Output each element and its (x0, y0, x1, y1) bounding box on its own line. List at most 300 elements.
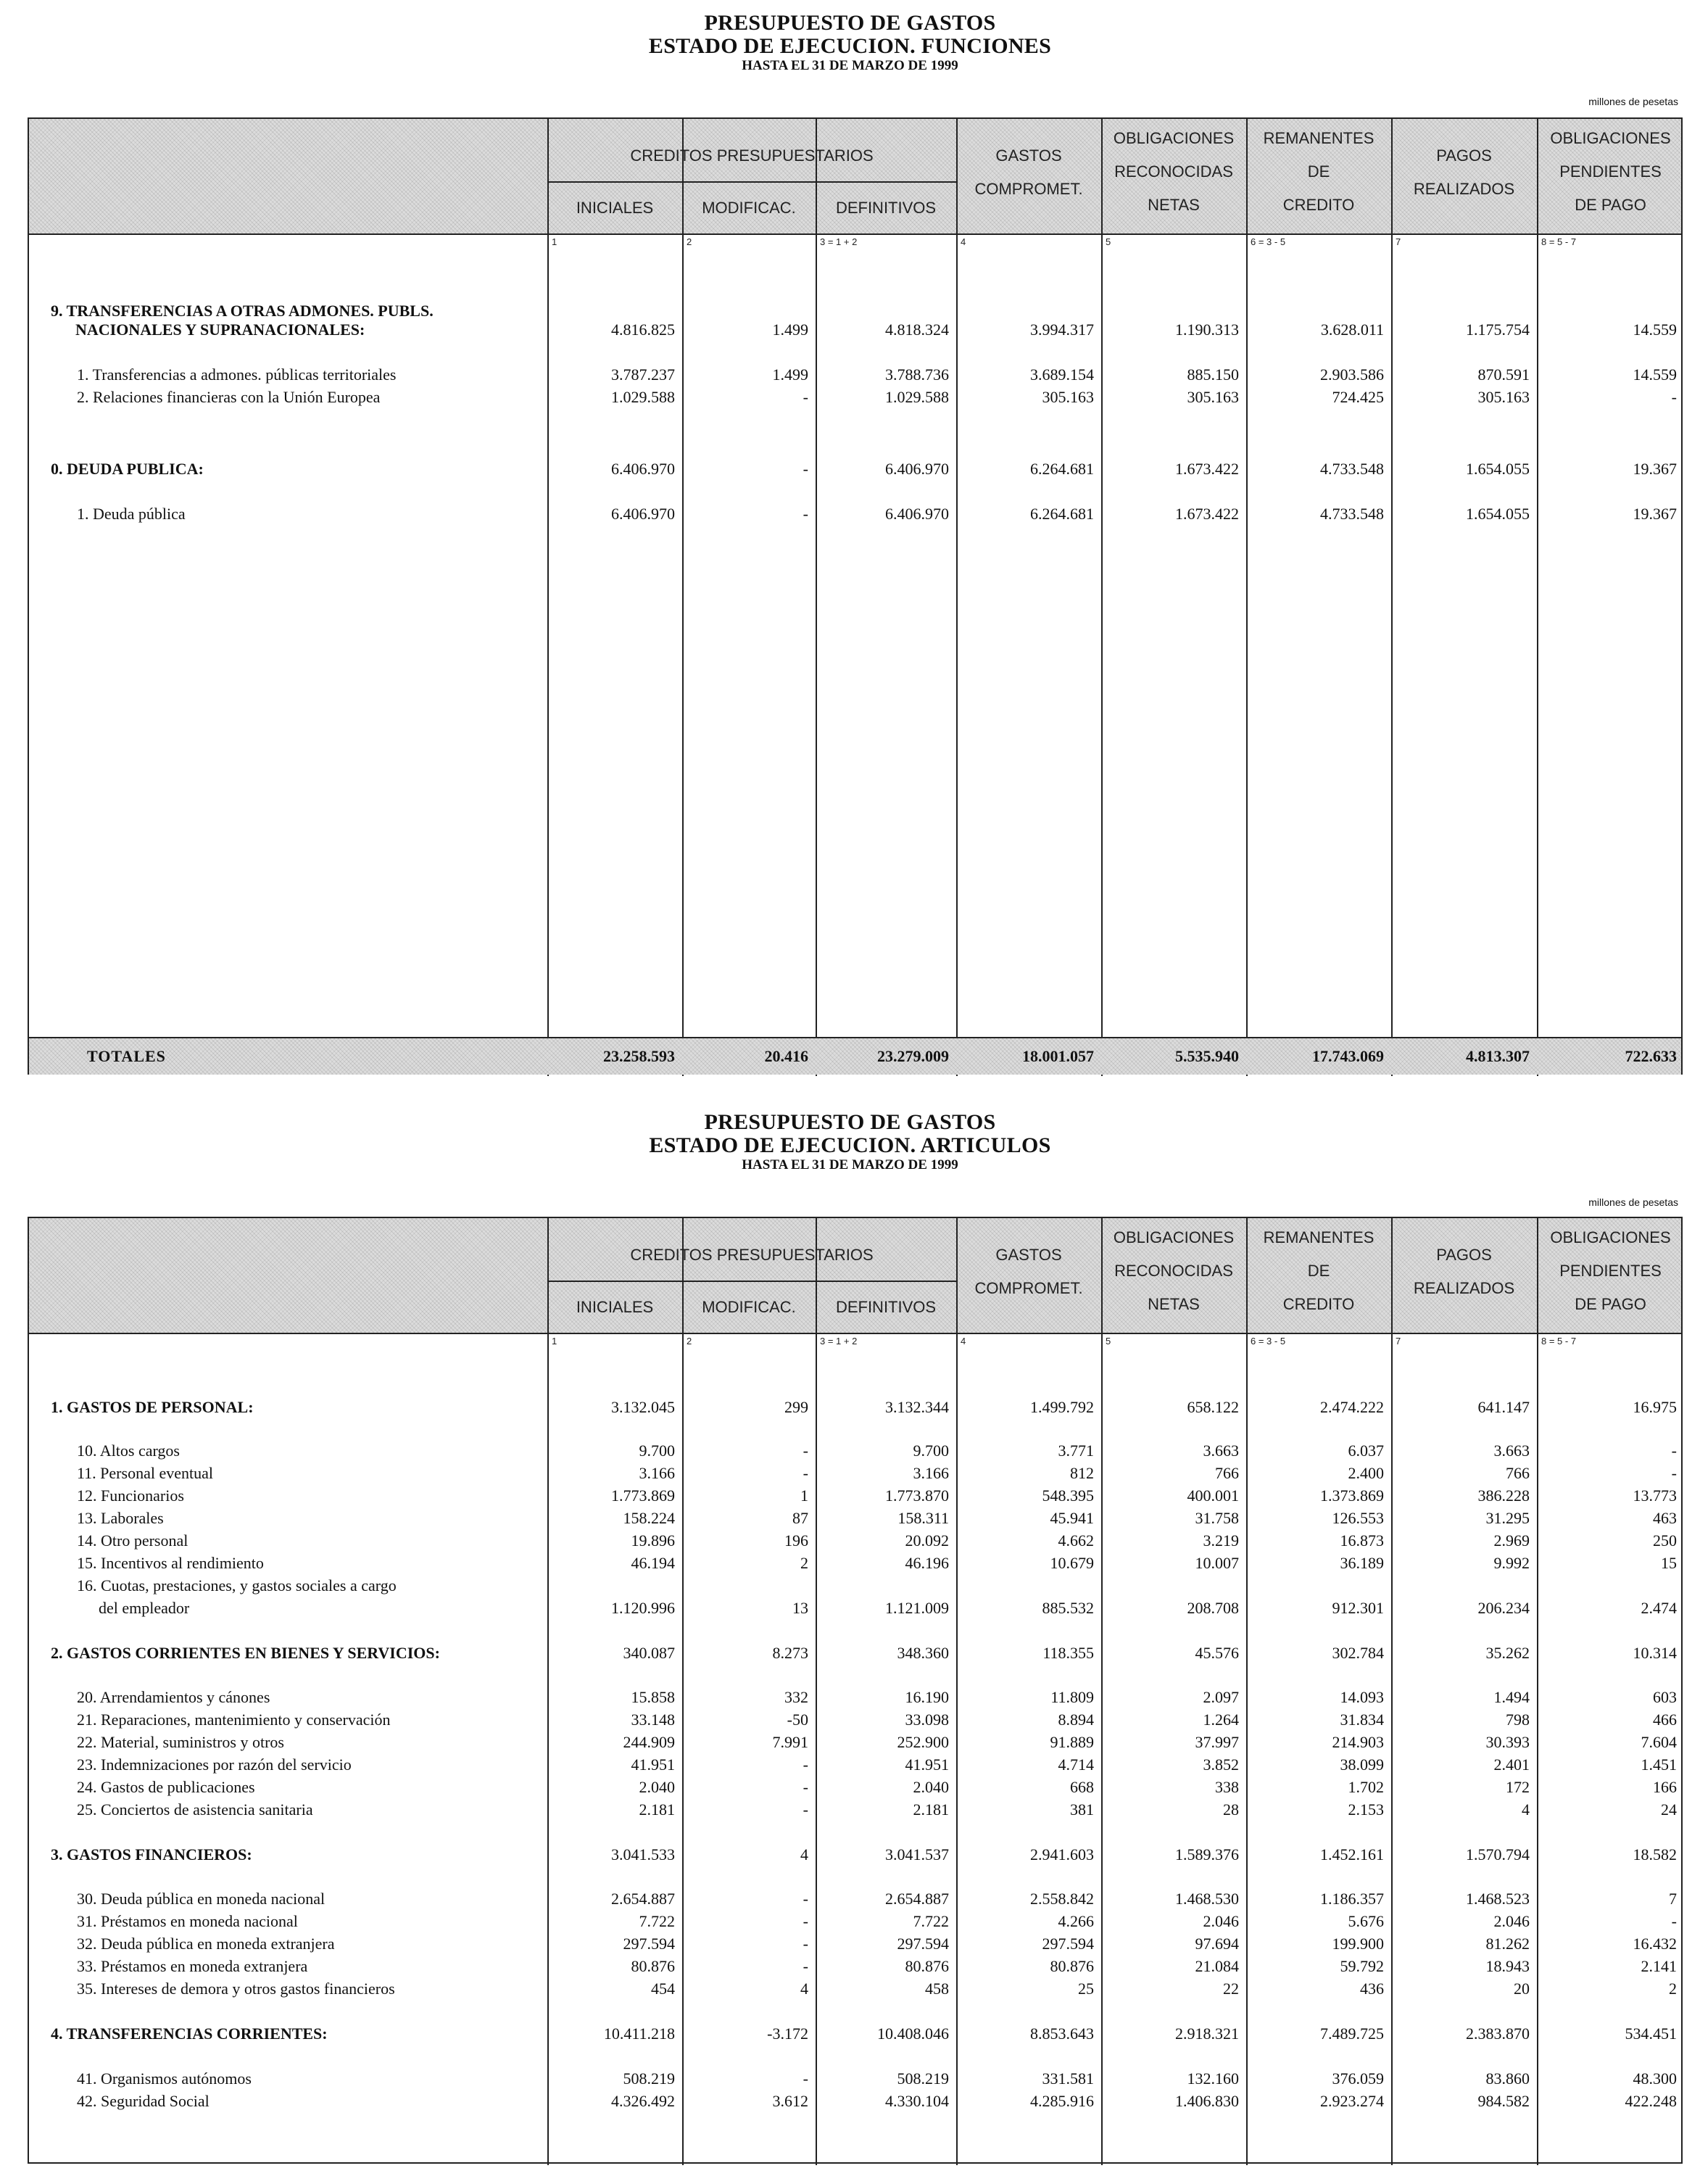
row-value: 6.264.681 (1030, 505, 1094, 523)
row-label: 13. Laborales (77, 1509, 164, 1527)
totals-value: 18.001.057 (1022, 1047, 1094, 1065)
row-label: 24. Gastos de publicaciones (77, 1778, 255, 1796)
header-realizados: REALIZADOS (1413, 180, 1515, 198)
row-value: 1.499 (772, 320, 808, 339)
row-value: 1 (800, 1486, 808, 1505)
row-value: - (803, 1778, 808, 1796)
row-value: 33.098 (905, 1711, 949, 1729)
row-value: 5.676 (1348, 1912, 1384, 1930)
row-value: 1.494 (1493, 1688, 1530, 1706)
header-definitivos: DEFINITIVOS (835, 199, 937, 217)
row-value: 1.468.530 (1175, 1890, 1239, 1908)
row-value: 548.395 (1042, 1486, 1094, 1505)
column-divider (816, 119, 817, 1076)
table-row (29, 1464, 1681, 1486)
table-row (29, 320, 1681, 342)
row-label: NACIONALES Y SUPRANACIONALES: (75, 320, 365, 339)
row-value: - (803, 1890, 808, 1908)
column-index: 4 (961, 236, 966, 247)
row-value: 885.150 (1187, 365, 1239, 384)
header-reconocidas: RECONOCIDAS (1114, 1262, 1233, 1280)
row-value: 2.046 (1203, 1912, 1239, 1930)
row-value: 2.941.603 (1030, 1845, 1094, 1864)
row-value: 10.408.046 (877, 2024, 949, 2043)
row-value: 11.809 (1050, 1688, 1094, 1706)
row-value: 2.040 (913, 1778, 949, 1796)
row-value: 15 (1661, 1554, 1677, 1572)
row-label: del empleador (99, 1599, 190, 1617)
row-label: 10. Altos cargos (77, 1441, 180, 1460)
row-value: 1.175.754 (1466, 320, 1530, 339)
row-value: 3.663 (1203, 1441, 1239, 1460)
table-row (29, 1644, 1681, 1666)
column-index: 3 = 1 + 2 (820, 236, 858, 247)
row-value: 33.148 (631, 1711, 675, 1729)
table-row (29, 1554, 1681, 1576)
row-value: 31.834 (1340, 1711, 1384, 1729)
row-value: 798 (1506, 1711, 1530, 1729)
row-label: 2. Relaciones financieras con la Unión Europea (77, 388, 381, 406)
row-value: 16.432 (1633, 1935, 1677, 1953)
row-value: - (803, 1464, 808, 1482)
funciones-title-block (0, 12, 1700, 74)
row-value: 1.589.376 (1175, 1845, 1239, 1864)
row-value: 2.918.321 (1175, 2024, 1239, 2043)
row-value: 41.951 (631, 1755, 675, 1774)
funciones-units: millones de pesetas (1588, 96, 1678, 107)
column-index: 5 (1106, 1336, 1111, 1347)
column-divider (547, 119, 549, 1076)
row-value: 196 (784, 1531, 808, 1550)
row-value: 3.689.154 (1030, 365, 1094, 384)
row-value: 206.234 (1477, 1599, 1530, 1617)
header-realizados: REALIZADOS (1413, 1279, 1515, 1297)
row-value: 458 (925, 1980, 949, 1998)
row-value: 2.401 (1493, 1755, 1530, 1774)
header-iniciales: INICIALES (576, 1298, 654, 1316)
column-index: 8 = 5 - 7 (1541, 1336, 1577, 1347)
column-index: 3 = 1 + 2 (820, 1336, 858, 1347)
totals-value: 17.743.069 (1312, 1047, 1384, 1065)
row-value: 10.007 (1195, 1554, 1239, 1572)
column-index: 5 (1106, 236, 1111, 247)
row-value: 80.876 (631, 1957, 675, 1975)
row-value: 30.393 (1485, 1733, 1530, 1751)
column-divider (956, 119, 958, 1076)
row-value: 19.896 (631, 1531, 675, 1550)
row-value: 7.489.725 (1320, 2024, 1384, 2043)
header-netas: NETAS (1148, 1295, 1200, 1313)
table-row (29, 1957, 1681, 1979)
row-value: 4 (1522, 1800, 1530, 1819)
row-value: - (1671, 1464, 1677, 1482)
row-value: 2.474.222 (1320, 1398, 1384, 1416)
table-header (29, 119, 1681, 235)
row-value: 2.181 (639, 1800, 675, 1819)
header-gastos: GASTOS (995, 146, 1062, 165)
header-obligaciones: OBLIGACIONES (1113, 129, 1235, 147)
table-row (29, 388, 1681, 410)
row-value: 13 (792, 1599, 808, 1617)
header-definitivos: DEFINITIVOS (835, 1298, 937, 1316)
row-label: 2. GASTOS CORRIENTES EN BIENES Y SERVICIOS: (51, 1644, 440, 1662)
table-row (29, 2092, 1681, 2114)
row-value: 3.132.045 (611, 1398, 675, 1416)
row-value: 1.468.523 (1466, 1890, 1530, 1908)
row-value: 4.733.548 (1320, 505, 1384, 523)
table-row (29, 1531, 1681, 1553)
row-value: 297.594 (623, 1935, 675, 1953)
table-row (29, 1845, 1681, 1867)
totals-row (29, 1037, 1681, 1075)
row-value: 2.046 (1493, 1912, 1530, 1930)
row-value: 10.679 (1050, 1554, 1094, 1572)
row-value: - (803, 1755, 808, 1774)
row-value: 4.326.492 (611, 2092, 675, 2110)
row-value: 381 (1070, 1800, 1094, 1819)
row-value: 31.758 (1195, 1509, 1239, 1527)
row-value: 2.923.274 (1320, 2092, 1384, 2110)
row-value: 3.994.317 (1030, 320, 1094, 339)
header-comprometidos: COMPROMET. (974, 1279, 1083, 1297)
row-value: 2.969 (1493, 1531, 1530, 1550)
row-label: 32. Deuda pública en moneda extranjera (77, 1935, 335, 1953)
row-value: 4.818.324 (885, 320, 949, 339)
row-label: 3. GASTOS FINANCIEROS: (51, 1845, 252, 1864)
row-value: 37.997 (1195, 1733, 1239, 1751)
funciones-table (28, 117, 1683, 1075)
row-value: 38.099 (1340, 1755, 1384, 1774)
header-netas: NETAS (1148, 196, 1200, 214)
row-value: 46.194 (631, 1554, 675, 1572)
row-value: 1.451 (1641, 1755, 1677, 1774)
row-value: 724.425 (1332, 388, 1384, 406)
row-value: 766 (1506, 1464, 1530, 1482)
row-label: 31. Préstamos en moneda nacional (77, 1912, 298, 1930)
row-value: 508.219 (897, 2069, 949, 2088)
header-remanentes: REMANENTES (1263, 1228, 1374, 1246)
row-value: 338 (1215, 1778, 1239, 1796)
row-value: 348.360 (897, 1644, 949, 1662)
row-value: - (803, 1441, 808, 1460)
row-label: 1. Deuda pública (77, 505, 186, 523)
row-value: 250 (1653, 1531, 1677, 1550)
row-value: 422.248 (1625, 2092, 1677, 2110)
row-value: 80.876 (1050, 1957, 1094, 1975)
row-label: 35. Intereses de demora y otros gastos financieros (77, 1980, 395, 1998)
row-value: 4.330.104 (885, 2092, 949, 2110)
header-pendientes: PENDIENTES (1559, 1262, 1662, 1280)
row-value: 48.300 (1633, 2069, 1677, 2088)
row-label: 41. Organismos autónomos (77, 2069, 252, 2088)
row-value: 4.816.825 (611, 320, 675, 339)
row-value: 436 (1360, 1980, 1384, 1998)
row-value: 3.788.736 (885, 365, 949, 384)
row-value: 199.900 (1332, 1935, 1384, 1953)
row-value: 19.367 (1633, 460, 1677, 478)
row-value: 1.499.792 (1030, 1398, 1094, 1416)
row-value: 2.474 (1641, 1599, 1677, 1617)
row-value: 9.700 (913, 1441, 949, 1460)
header-pagos: PAGOS (1436, 1246, 1492, 1264)
row-label: 0. DEUDA PUBLICA: (51, 460, 204, 478)
row-value: 10.411.218 (603, 2024, 675, 2043)
table-row (29, 505, 1681, 526)
table-row (29, 1733, 1681, 1755)
table-row (29, 1599, 1681, 1621)
table-row (29, 1778, 1681, 1800)
header-de-pago: DE PAGO (1575, 1295, 1646, 1313)
row-value: - (803, 1912, 808, 1930)
row-value: 45.941 (1050, 1509, 1094, 1527)
header-creditos: CREDITOS PRESUPUESTARIOS (630, 1246, 874, 1264)
row-value: 912.301 (1332, 1599, 1384, 1617)
row-value: 1.120.996 (611, 1599, 675, 1617)
row-value: 14.093 (1340, 1688, 1384, 1706)
table-row (29, 1576, 1681, 1598)
column-index: 6 = 3 - 5 (1251, 1336, 1286, 1347)
row-value: 1.654.055 (1466, 505, 1530, 523)
row-value: 7.991 (772, 1733, 808, 1751)
funciones-title: PRESUPUESTO DE GASTOS (704, 11, 996, 35)
row-value: 1.702 (1348, 1778, 1384, 1796)
row-value: 305.163 (1187, 388, 1239, 406)
row-value: 302.784 (1332, 1644, 1384, 1662)
row-value: 1.406.830 (1175, 2092, 1239, 2110)
row-value: 2.141 (1641, 1957, 1677, 1975)
row-value: 6.406.970 (885, 460, 949, 478)
row-value: 3.852 (1203, 1755, 1239, 1774)
row-value: 208.708 (1187, 1599, 1239, 1617)
row-value: 97.694 (1195, 1935, 1239, 1953)
row-value: 24 (1661, 1800, 1677, 1819)
table-row (29, 1800, 1681, 1822)
row-value: - (803, 505, 808, 523)
table-row (29, 365, 1681, 387)
row-value: 21.084 (1195, 1957, 1239, 1975)
row-value: 59.792 (1340, 1957, 1384, 1975)
table-row (29, 1509, 1681, 1531)
row-value: 16.873 (1340, 1531, 1384, 1550)
row-value: 3.612 (772, 2092, 808, 2110)
row-value: 91.889 (1050, 1733, 1094, 1751)
row-value: -3.172 (767, 2024, 808, 2043)
table-row (29, 2069, 1681, 2091)
column-index: 7 (1396, 1336, 1401, 1347)
row-value: 386.228 (1477, 1486, 1530, 1505)
row-value: 2.654.887 (885, 1890, 949, 1908)
row-value: - (803, 1957, 808, 1975)
row-value: 9.992 (1493, 1554, 1530, 1572)
row-value: 46.196 (905, 1554, 949, 1572)
header-de-pago: DE PAGO (1575, 196, 1646, 214)
totals-value: 23.279.009 (877, 1047, 949, 1065)
row-value: 984.582 (1477, 2092, 1530, 2110)
row-value: 2.400 (1348, 1464, 1384, 1482)
header-de: DE (1307, 162, 1330, 181)
row-value: 463 (1653, 1509, 1677, 1527)
row-label: 12. Funcionarios (77, 1486, 184, 1505)
header-iniciales: INICIALES (576, 199, 654, 217)
row-value: 28 (1223, 1800, 1239, 1819)
row-value: 118.355 (1042, 1644, 1094, 1662)
row-value: 172 (1506, 1778, 1530, 1796)
row-value: 15.858 (631, 1688, 675, 1706)
row-value: 299 (784, 1398, 808, 1416)
row-value: 36.189 (1340, 1554, 1384, 1572)
row-value: 3.771 (1058, 1441, 1094, 1460)
row-value: 2.558.842 (1030, 1890, 1094, 1908)
row-value: 641.147 (1477, 1398, 1530, 1416)
articulos-subtitle: ESTADO DE EJECUCION. ARTICULOS (649, 1133, 1051, 1157)
row-value: 158.224 (623, 1509, 675, 1527)
column-index: 2 (687, 1336, 692, 1347)
row-value: 668 (1070, 1778, 1094, 1796)
row-value: 1.264 (1203, 1711, 1239, 1729)
funciones-subtitle: ESTADO DE EJECUCION. FUNCIONES (648, 34, 1052, 58)
row-value: - (803, 2069, 808, 2088)
row-value: 3.132.344 (885, 1398, 949, 1416)
row-value: 13.773 (1633, 1486, 1677, 1505)
row-value: 4.266 (1058, 1912, 1094, 1930)
row-label: 14. Otro personal (77, 1531, 188, 1550)
table-row (29, 1912, 1681, 1934)
table-row (29, 2024, 1681, 2046)
table-row (29, 1688, 1681, 1710)
row-value: 1.673.422 (1175, 460, 1239, 478)
row-value: 7.722 (913, 1912, 949, 1930)
row-value: 1.029.588 (611, 388, 675, 406)
row-value: 158.311 (897, 1509, 949, 1527)
totals-value: 23.258.593 (603, 1047, 675, 1065)
row-value: 2.903.586 (1320, 365, 1384, 384)
row-value: 3.663 (1493, 1441, 1530, 1460)
header-gastos: GASTOS (995, 1246, 1062, 1264)
row-value: 8.853.643 (1030, 2024, 1094, 2043)
row-value: 3.787.237 (611, 365, 675, 384)
row-label: 22. Material, suministros y otros (77, 1733, 284, 1751)
row-label: 1. Transferencias a admones. públicas territoriales (77, 365, 397, 384)
table-row (29, 1755, 1681, 1777)
row-value: 870.591 (1477, 365, 1530, 384)
row-label: 15. Incentivos al rendimiento (77, 1554, 264, 1572)
row-value: - (803, 388, 808, 406)
row-label: 20. Arrendamientos y cánones (77, 1688, 270, 1706)
row-value: 14.559 (1633, 320, 1677, 339)
row-value: 466 (1653, 1711, 1677, 1729)
row-value: 331.581 (1042, 2069, 1094, 2088)
row-value: 340.087 (623, 1644, 675, 1662)
row-value: 83.860 (1485, 2069, 1530, 2088)
row-value: 14.559 (1633, 365, 1677, 384)
row-value: 1.654.055 (1466, 460, 1530, 478)
row-value: 4.285.916 (1030, 2092, 1094, 2110)
row-value: 885.532 (1042, 1599, 1094, 1617)
row-label: 30. Deuda pública en moneda nacional (77, 1890, 326, 1908)
row-value: - (803, 1800, 808, 1819)
row-value: 3.166 (913, 1464, 949, 1482)
table-header (29, 1218, 1681, 1334)
row-label: 33. Préstamos en moneda extranjera (77, 1957, 308, 1975)
row-value: 1.121.009 (885, 1599, 949, 1617)
row-value: 87 (792, 1509, 808, 1527)
row-value: 2.383.870 (1466, 2024, 1530, 2043)
row-label: 1. GASTOS DE PERSONAL: (51, 1398, 254, 1416)
row-value: 1.186.357 (1320, 1890, 1384, 1908)
column-index: 1 (552, 236, 557, 247)
row-value: 7.604 (1641, 1733, 1677, 1751)
row-value: 8.273 (772, 1644, 808, 1662)
column-index: 8 = 5 - 7 (1541, 236, 1577, 247)
row-value: 2.040 (639, 1778, 675, 1796)
row-value: 4.733.548 (1320, 460, 1384, 478)
articulos-date: HASTA EL 31 DE MARZO DE 1999 (742, 1157, 958, 1172)
row-value: 1.773.869 (611, 1486, 675, 1505)
row-value: 10.314 (1633, 1644, 1677, 1662)
row-value: 2.181 (913, 1800, 949, 1819)
row-value: - (803, 460, 808, 478)
row-label: 9. TRANSFERENCIAS A OTRAS ADMONES. PUBLS. (51, 302, 434, 320)
row-value: 31.295 (1485, 1509, 1530, 1527)
column-index: 6 = 3 - 5 (1251, 236, 1286, 247)
row-value: 25 (1078, 1980, 1094, 1998)
row-value: 244.909 (623, 1733, 675, 1751)
header-de: DE (1307, 1262, 1330, 1280)
header-modificac: MODIFICAC. (702, 1298, 796, 1316)
articulos-title-block (0, 1111, 1700, 1173)
row-value: 16.190 (905, 1688, 949, 1706)
row-value: 305.163 (1042, 388, 1094, 406)
header-comprometidos: COMPROMET. (974, 180, 1083, 198)
totals-value: 722.633 (1625, 1047, 1677, 1065)
row-value: 80.876 (905, 1957, 949, 1975)
row-value: 126.553 (1332, 1509, 1384, 1527)
row-value: 603 (1653, 1688, 1677, 1706)
row-label: 23. Indemnizaciones por razón del servicio (77, 1755, 352, 1774)
header-pagos: PAGOS (1436, 146, 1492, 165)
row-value: 6.264.681 (1030, 460, 1094, 478)
column-index: 2 (687, 236, 692, 247)
row-value: 4.714 (1058, 1755, 1094, 1774)
articulos-table (28, 1217, 1683, 2164)
row-label: 21. Reparaciones, mantenimiento y conservación (77, 1711, 391, 1729)
header-obligaciones-pend: OBLIGACIONES (1550, 1228, 1671, 1246)
row-value: 454 (651, 1980, 675, 1998)
row-value: -50 (787, 1711, 808, 1729)
row-value: 2 (800, 1554, 808, 1572)
row-value: 8.894 (1058, 1711, 1094, 1729)
row-label: 25. Conciertos de asistencia sanitaria (77, 1800, 313, 1819)
row-value: 2.654.887 (611, 1890, 675, 1908)
header-credito: CREDITO (1282, 196, 1355, 214)
row-label: 4. TRANSFERENCIAS CORRIENTES: (51, 2024, 328, 2043)
row-value: 6.406.970 (611, 505, 675, 523)
row-value: 376.059 (1332, 2069, 1384, 2088)
row-value: 2.097 (1203, 1688, 1239, 1706)
header-obligaciones-pend: OBLIGACIONES (1550, 129, 1671, 147)
column-divider (1537, 119, 1538, 1076)
header-creditos: CREDITOS PRESUPUESTARIOS (630, 146, 874, 165)
column-divider (1391, 119, 1393, 1076)
row-value: - (803, 1935, 808, 1953)
row-value: 1.373.869 (1320, 1486, 1384, 1505)
row-value: 45.576 (1195, 1644, 1239, 1662)
table-row (29, 1890, 1681, 1911)
row-value: - (1671, 388, 1677, 406)
row-label: 42. Seguridad Social (77, 2092, 210, 2110)
row-value: 18.943 (1485, 1957, 1530, 1975)
row-value: 534.451 (1625, 2024, 1677, 2043)
